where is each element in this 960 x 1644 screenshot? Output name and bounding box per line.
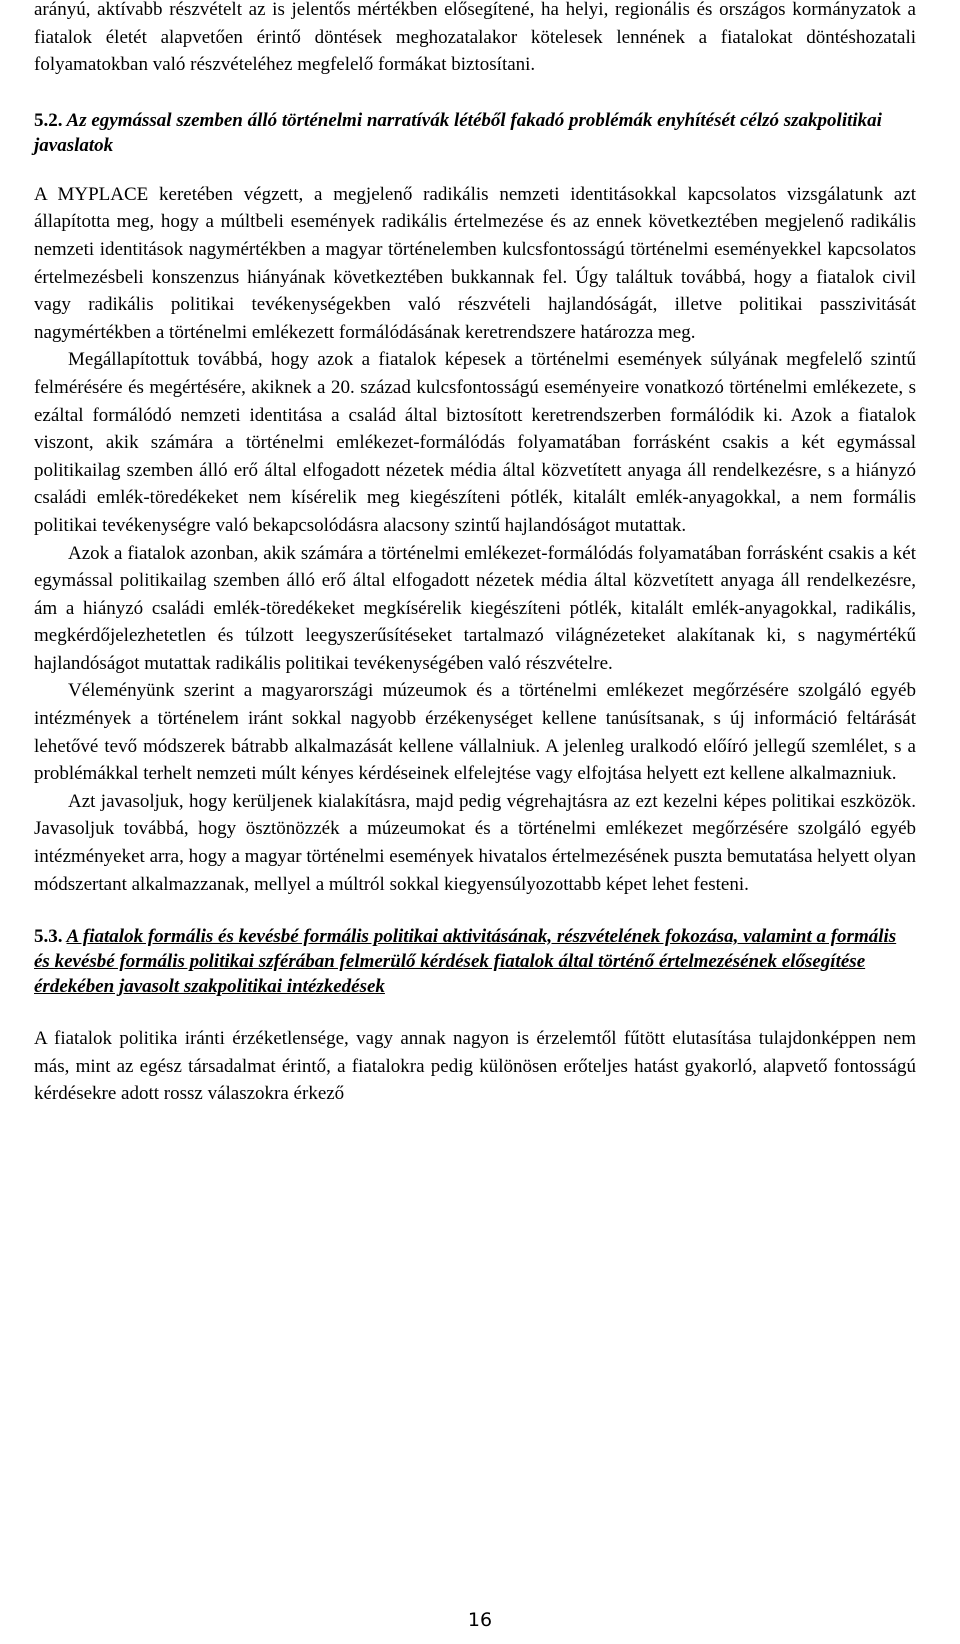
body-paragraph: A MYPLACE keretében végzett, a megjelenő radikális nemzeti identitásokkal kapcsolatos vizsgálatunk azt állapította meg, hogy a múltbeli események radikális értelmezése és az ennek következtében megjelenő radikális nemzeti identitások nagymértékben a magyar történelemben kulcsfontosságú történelmi eseményekkel kapcsolatos értelmezésbeli konszenzus hiányának következtében bukkannak fel. Úgy találtuk továbbá, hogy a fiatalok civil vagy radikális politikai tevékenységekben való részvételi hajlandóságát, illetve politikai passzivitását nagymértékben a történelmi emlékezett formálódásának keretrendszere határozza meg. xyxy=(34,183,916,343)
section-title: A fiatalok formális és kevésbé formális politikai aktivitásának, részvételének fokozása, valamint a formális és kevésbé formális politikai szférában felmerülő kérdések fiatalok által történő értelmezésének elősegítése érdekében javasolt szakpolitikai intézkedések xyxy=(34,926,897,998)
body-paragraph: A fiatalok politika iránti érzéketlensége, vagy annak nagyon is érzelemtől fűtött elutasítása tulajdonképpen nem más, mint az egész társadalmat érintő, a fiatalokra pedig különösen erőteljes hatást gyakorló, alapvető fontosságú kérdésekre adott rossz válaszokra érkező xyxy=(34,1028,916,1105)
section-title: Az egymással szemben álló történelmi narratívák létéből fakadó problémák enyhítését célzó szakpolitikai javaslatok xyxy=(34,109,882,156)
body-paragraph: Megállapítottuk továbbá, hogy azok a fiatalok képesek a történelmi események súlyának megfelelő szintű felmérésére és megértésére, akiknek a 20. század kulcsfontosságú eseményeire vonatkozó történelmi emlékezete, s ezáltal formálódó nemzeti identitása a család által biztosított keretrendszerben formálódik ki. Azok a fiatalok viszont, akik számára a történelmi emlékezet-formálódás folyamatában forrásként csakis a két egymással politikailag szemben álló erő által elfogadott nézetek média által közvetített anyaga áll rendelkezésre, s a hiányzó családi emlék-töredékeket nem kísérelik meg kiegészíteni pótlék, kitalált emlék-anyagokkal, a nem formális politikai tevékenységre való bekapcsolódásra alacsony szintű hajlandóságot mutattak. xyxy=(34,349,916,536)
section-number: 5.2. xyxy=(34,109,63,131)
page-number: 16 xyxy=(467,1609,493,1631)
body-paragraph: Azt javasoljuk, hogy kerüljenek kialakításra, majd pedig végrehajtásra az ezt kezelni képes politikai eszközök. Javasoljuk továbbá, hogy ösztönözzék a múzeumokat és a történelmi emlékezet megőrzésére szolgáló egyéb intézményeket arra, hogy a magyar történelmi események hivatalos értelmezésének puszta bemutatása helyett olyan módszertant alkalmazzanak, mellyel a múltról sokkal kiegyensúlyozottabb képet lehet festeni. xyxy=(34,790,916,895)
section-number: 5.3. xyxy=(34,926,63,948)
document-page xyxy=(34,0,916,1644)
section-heading-5-3 xyxy=(34,924,916,999)
section-heading-5-2 xyxy=(34,108,916,158)
body-paragraph: Véleményünk szerint a magyarországi múzeumok és a történelmi emlékezet megőrzésére szolgáló egyéb intézmények a történelem iránt sokkal nagyobb érzékenységet kellene tanúsítsanak, s új információ feltárását lehetővé tevő módszerek bátrabb alkalmazását kellene vállalniuk. A jelenleg uralkodó előíró jellegű szemlélet, s a problémákkal terhelt nemzeti múlt kényes kérdéseinek elfelejtése vagy elfojtása helyett ezt kellene alkalmazniuk. xyxy=(34,680,916,785)
intro-paragraph: arányú, aktívabb részvételt az is jelentős mértékben elősegítené, ha helyi, regionális és országos kormányzatok a fiatalok életét alapvetően érintő döntések meghozatalakor kötelesek lennének a fiatalokat döntéshozatali folyamatokban való részvételéhez megfelelő formákat biztosítani. xyxy=(34,0,916,76)
body-paragraph: Azok a fiatalok azonban, akik számára a történelmi emlékezet-formálódás folyamatában forrásként csakis a két egymással politikailag szemben álló erő által elfogadott nézetek média által közvetített anyaga áll rendelkezésre, ám a hiányzó családi emlék-töredékeket megkísérelik kiegészíteni pótlék, kitalált emlék-anyagokkal, radikális, megkérdőjelezhetetlen és túlzott leegyszerűsítéseket tartalmazó világnézeteket alakítanak ki, s nagymértékű hajlandóságot mutattak radikális politikai tevékenységében való részvételre. xyxy=(34,542,916,674)
